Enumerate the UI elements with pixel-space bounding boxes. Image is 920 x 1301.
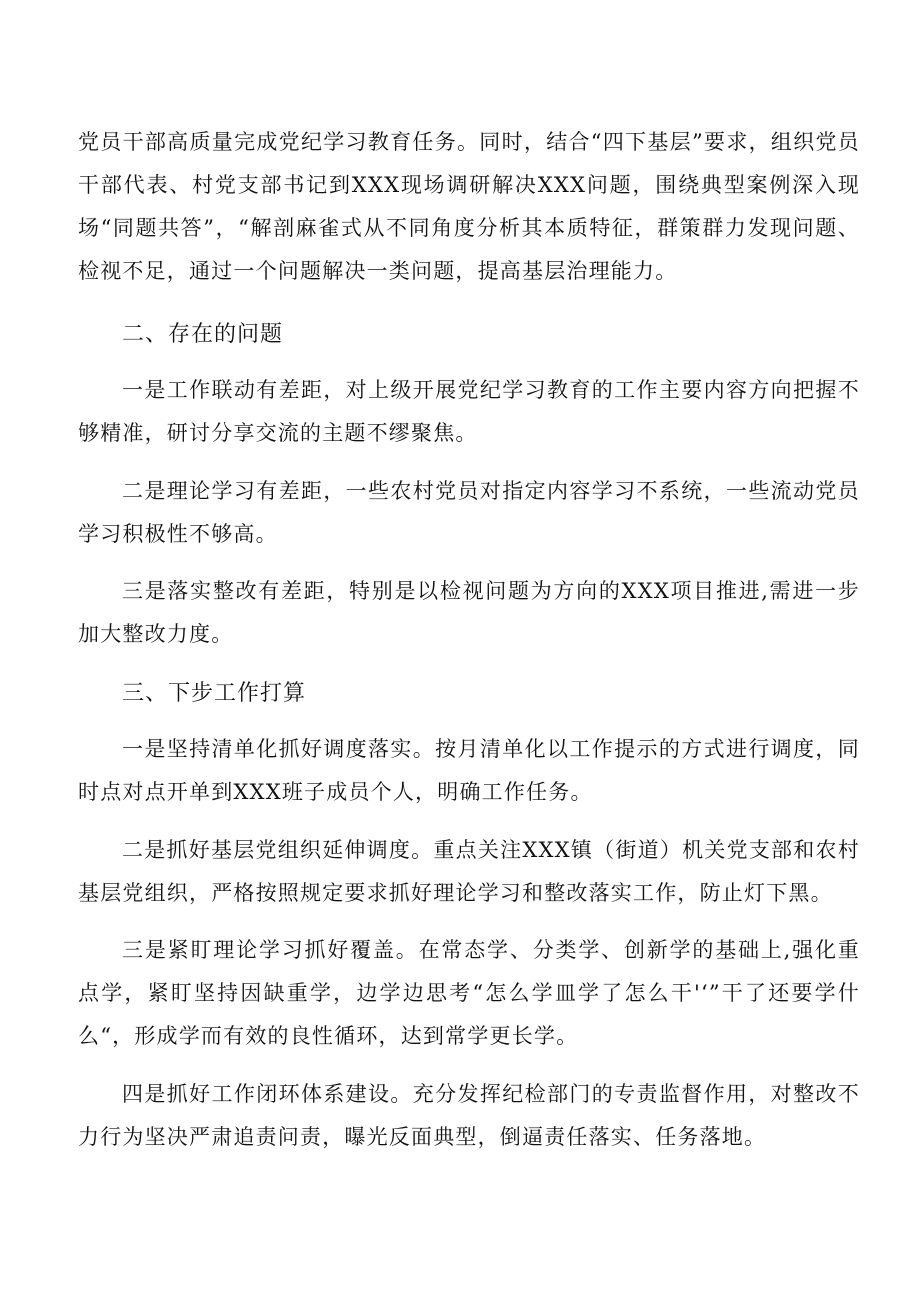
problem-paragraph-2: 二是理论学习有差距，一些农村党员对指定内容学习不系统，一些流动党员学习积极性不够高。 — [78, 479, 860, 546]
plan-paragraph-4: 四是抓好工作闭环体系建设。充分发挥纪检部门的专责监督作用，对整改不力行为坚决严肃追责问责，曝光反面典型，倒逼责任落实、任务落地。 — [78, 1082, 860, 1149]
section-heading-problems: 二、存在的问题 — [122, 322, 284, 347]
plan-paragraph-3: 三是紧盯理论学习抓好覆盖。在常态学、分类学、创新学的基础上,强化重点学，紧盯坚持因缺重学，边学边思考“怎么学皿学了怎么干'‘”干了还要学什么“，形成学而有效的良性循环，达到常学更长学。 — [78, 938, 860, 1048]
problem-paragraph-1: 一是工作联动有差距，对上级开展党纪学习教育的工作主要内容方向把握不够精准，研讨分享交流的主题不缪聚焦。 — [78, 378, 860, 445]
intro-paragraph: 党员干部高质量完成党纪学习教育任务。同时，结合“四下基层”要求，组织党员干部代表、村党支部书记到XXX现场调研解决XXX问题，围绕典型案例深入现场“同题共答”，“解剖麻雀式从不同角度分析其本质特征，群策群力发现问题、检视不足，通过一个问题解决一类问题，提高基层治理能力。 — [78, 130, 860, 283]
section-heading-next-steps: 三、下步工作打算 — [122, 681, 307, 706]
plan-paragraph-1: 一是坚持清单化抓好调度落实。按月清单化以工作提示的方式进行调度，同时点对点开单到XXX班子成员个人，明确工作任务。 — [78, 737, 860, 804]
problem-paragraph-3: 三是落实整改有差距，特别是以检视问题为方向的XXX项目推进,需进一步加大整改力度。 — [78, 579, 860, 646]
plan-paragraph-2: 二是抓好基层党组织延伸调度。重点关注XXX镇（街道）机关党支部和农村基层党组织，严格按照规定要求抓好理论学习和整改落实工作，防止灯下黑。 — [78, 838, 860, 905]
